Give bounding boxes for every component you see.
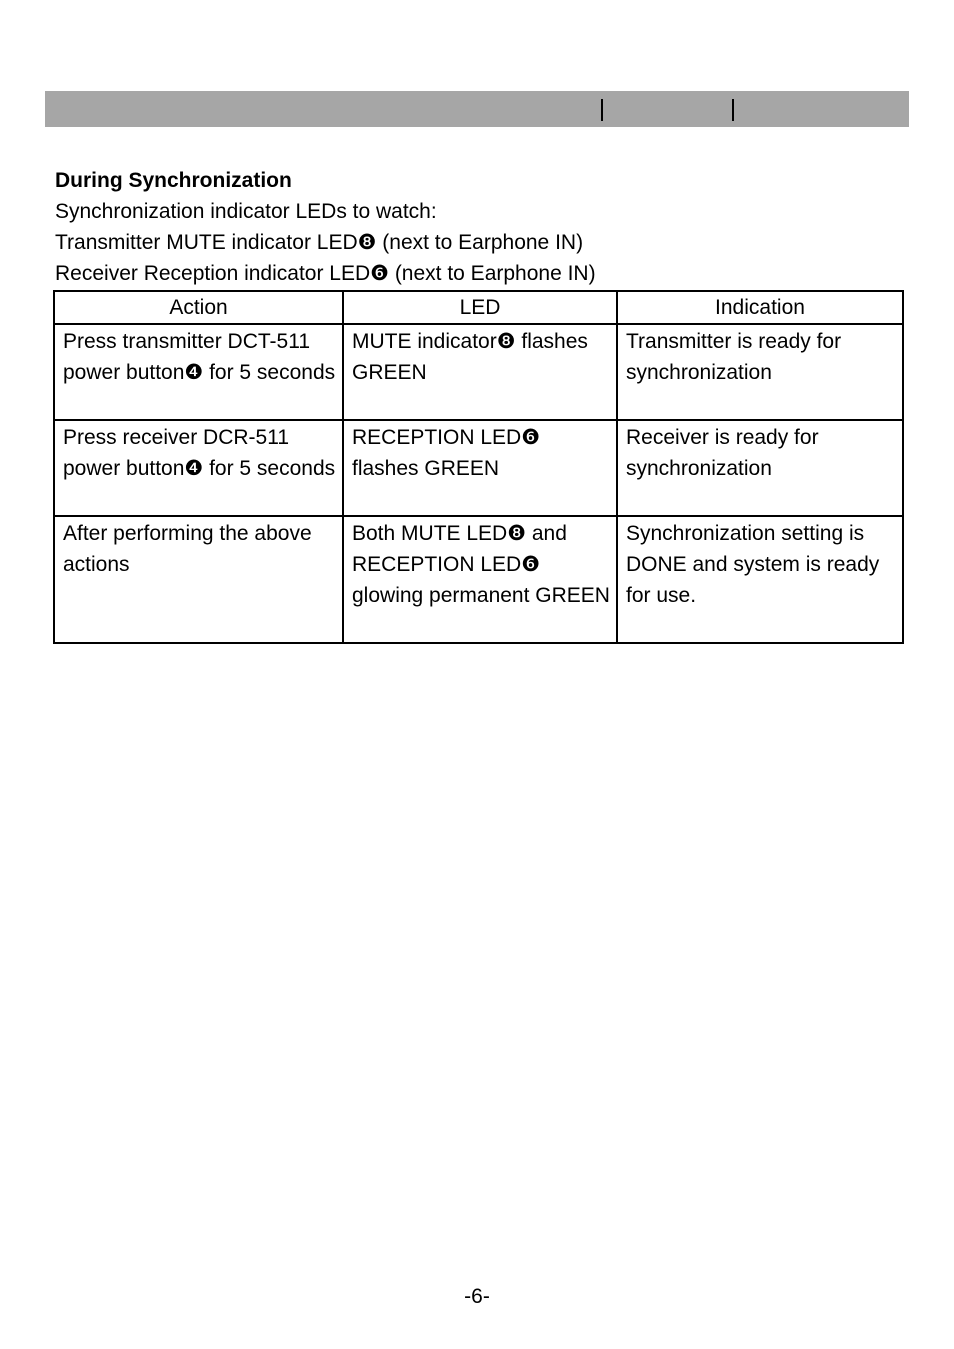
indication-cell: Transmitter is ready for synchronization: [617, 324, 903, 420]
intro-line: Receiver Reception indicator LED❻ (next to Earphone IN): [55, 262, 596, 285]
table-row: [54, 516, 903, 643]
led-cell: Both MUTE LED❽ and RECEPTION LED❻ glowing permanent GREEN: [343, 516, 617, 643]
synchronization-table: [53, 290, 904, 644]
page-number: -6-: [464, 1285, 490, 1308]
header-bar: [45, 91, 909, 127]
header-separator: [732, 99, 734, 121]
header-separator: [601, 99, 603, 121]
section-intro: [55, 165, 905, 289]
indication-cell: Synchronization setting is DONE and system is ready for use.: [617, 516, 903, 643]
action-cell: After performing the above actions: [54, 516, 343, 643]
section-heading: During Synchronization: [55, 169, 292, 192]
column-header-action: Action: [54, 291, 343, 324]
table-row: [54, 420, 903, 516]
led-cell: MUTE indicator❽ flashes GREEN: [343, 324, 617, 420]
action-cell: Press receiver DCR-511 power button❹ for 5 seconds: [54, 420, 343, 516]
action-cell: Press transmitter DCT-511 power button❹ for 5 seconds: [54, 324, 343, 420]
intro-line: Synchronization indicator LEDs to watch:: [55, 200, 437, 223]
indication-cell: Receiver is ready for synchronization: [617, 420, 903, 516]
led-cell: RECEPTION LED❻ flashes GREEN: [343, 420, 617, 516]
intro-line: Transmitter MUTE indicator LED❽ (next to Earphone IN): [55, 231, 584, 254]
column-header-indication: Indication: [617, 291, 903, 324]
table-header-row: [54, 291, 903, 324]
column-header-led: LED: [343, 291, 617, 324]
table-row: [54, 324, 903, 420]
